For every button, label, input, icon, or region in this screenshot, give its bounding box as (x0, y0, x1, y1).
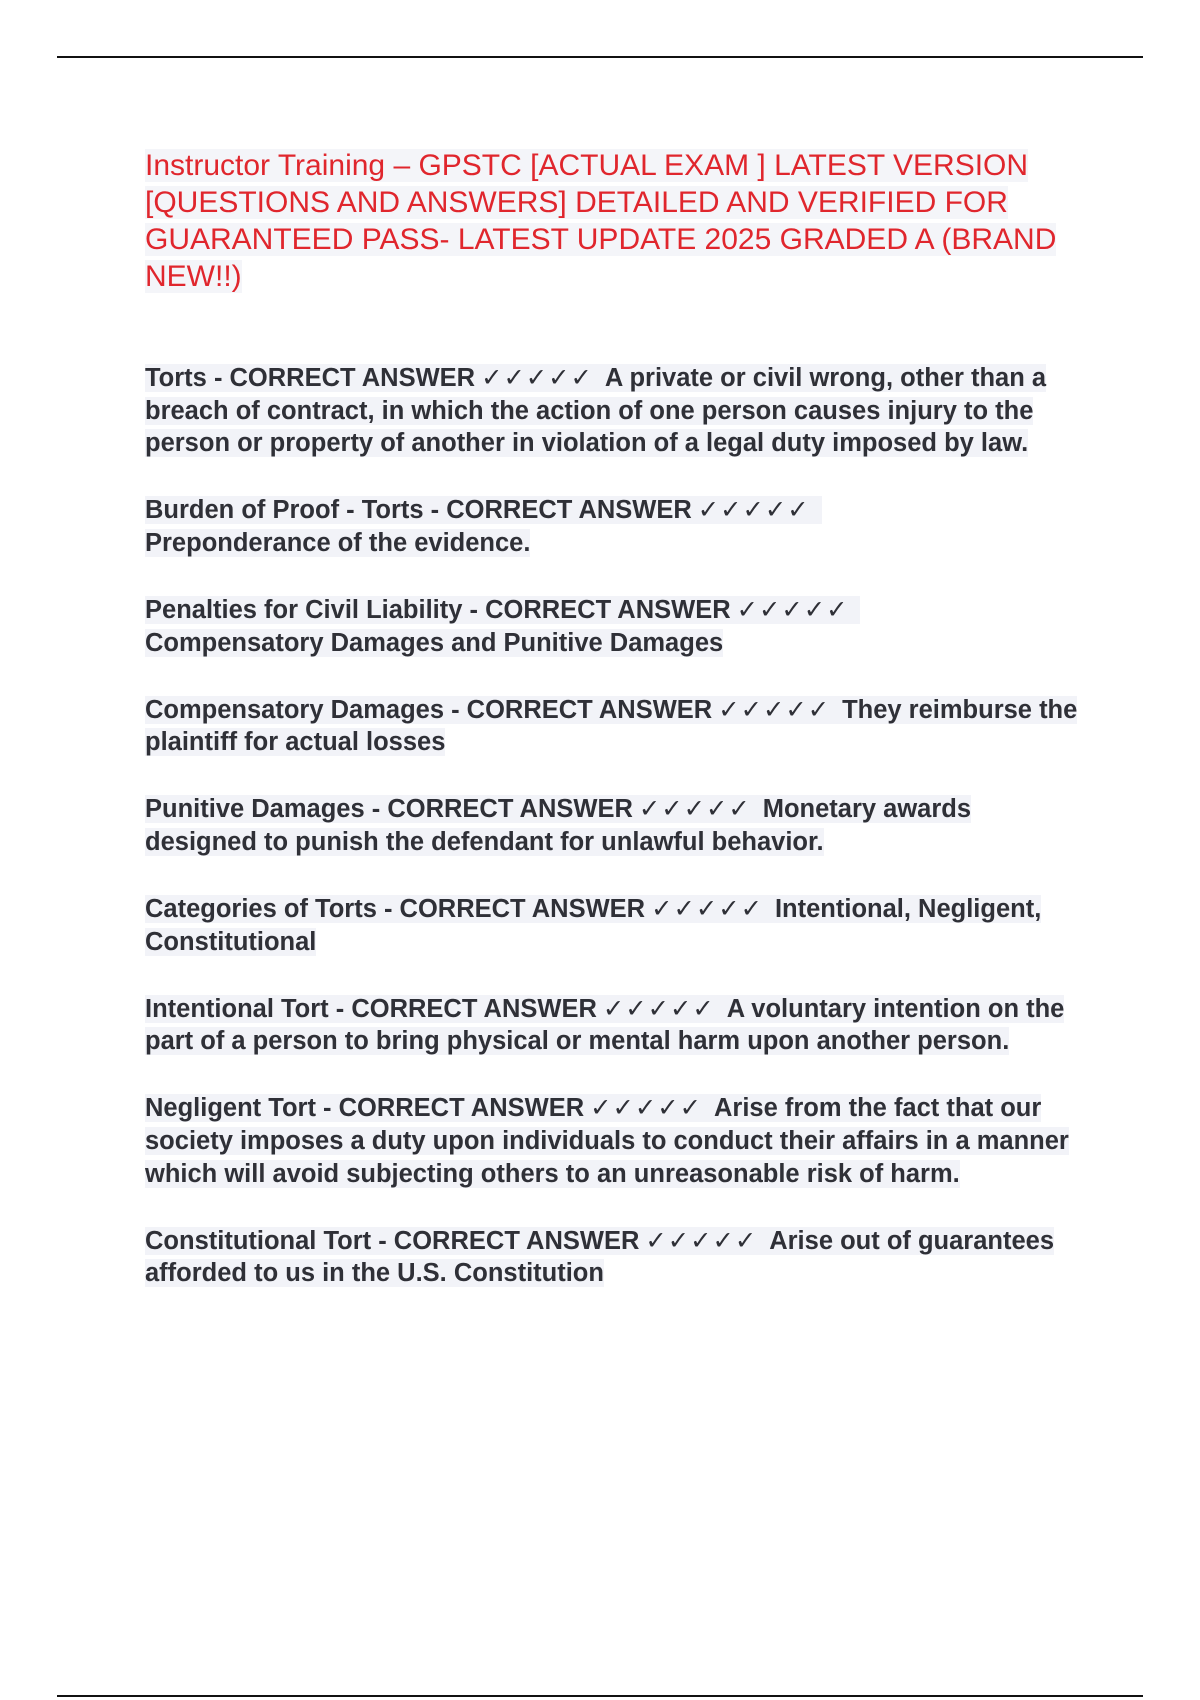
qa-list (145, 362, 1090, 1324)
qa-item-burden-of-proof (145, 494, 1090, 559)
qa-term: Penalties for Civil Liability - CORRECT ANSWER (145, 595, 731, 624)
qa-item-penalties-civil-liability (145, 594, 1090, 659)
check-marks-icon: ✓✓✓✓✓ (736, 594, 849, 625)
qa-term: Compensatory Damages - CORRECT ANSWER (145, 695, 713, 724)
check-marks-icon: ✓✓✓✓✓ (718, 694, 831, 725)
top-rule (57, 56, 1143, 58)
qa-term: Intentional Tort - CORRECT ANSWER (145, 994, 597, 1023)
qa-answer: Monetary awards designed to punish the defendant for unlawful behavior. (145, 795, 972, 856)
check-marks-icon: ✓✓✓✓✓ (651, 894, 763, 925)
qa-item-negligent-tort (145, 1092, 1090, 1190)
qa-item-intentional-tort (145, 993, 1090, 1058)
qa-answer: Preponderance of the evidence. (145, 528, 531, 557)
qa-term: Punitive Damages - CORRECT ANSWER (145, 795, 633, 824)
check-marks-icon: ✓✓✓✓✓ (638, 794, 751, 825)
check-marks-icon: ✓✓✓✓✓ (590, 1093, 702, 1124)
qa-item-punitive-damages (145, 793, 1090, 858)
qa-answer: A private or civil wrong, other than a breach of contract, in which the action of one person causes injury to the person or property of another in violation of a legal duty imposed by law. (145, 364, 1047, 458)
qa-answer: They reimburse the plaintiff for actual losses (145, 695, 1078, 757)
qa-answer: Intentional, Negligent, Constitutional (145, 895, 1042, 956)
check-marks-icon: ✓✓✓✓✓ (697, 495, 810, 526)
qa-term: Negligent Tort - CORRECT ANSWER (145, 1094, 585, 1123)
qa-item-constitutional-tort (145, 1225, 1090, 1290)
document-title (145, 147, 1085, 295)
qa-answer: A voluntary intention on the part of a person to bring physical or mental harm upon another person. (145, 994, 1065, 1056)
qa-item-torts (145, 362, 1090, 460)
qa-answer: Arise out of guarantees afforded to us in the U.S. Constitution (145, 1226, 1055, 1288)
qa-term: Torts - CORRECT ANSWER (145, 364, 476, 392)
qa-answer: Compensatory Damages and Punitive Damages (145, 628, 724, 657)
qa-item-compensatory-damages (145, 694, 1090, 759)
check-marks-icon: ✓✓✓✓✓ (481, 363, 593, 393)
document-title-text: Instructor Training – GPSTC [ACTUAL EXAM ] LATEST VERSION [QUESTIONS AND ANSWERS] DETAILED AND VERIFIED FOR GUARANTEED PASS- LATEST UPDATE 2025 GRADED A (BRAND NEW!!) (145, 149, 1057, 293)
qa-term: Burden of Proof - Torts - CORRECT ANSWER (145, 496, 692, 525)
check-marks-icon: ✓✓✓✓✓ (645, 1225, 758, 1256)
qa-answer: Arise from the fact that our society imposes a duty upon individuals to conduct their affairs in a manner which will avoid subjecting others to an unreasonable risk of harm. (145, 1094, 1069, 1188)
check-marks-icon: ✓✓✓✓✓ (602, 993, 715, 1024)
qa-term: Constitutional Tort - CORRECT ANSWER (145, 1226, 640, 1255)
bottom-rule (57, 1695, 1143, 1697)
qa-item-categories-of-torts (145, 893, 1090, 958)
qa-term: Categories of Torts - CORRECT ANSWER (145, 895, 646, 924)
